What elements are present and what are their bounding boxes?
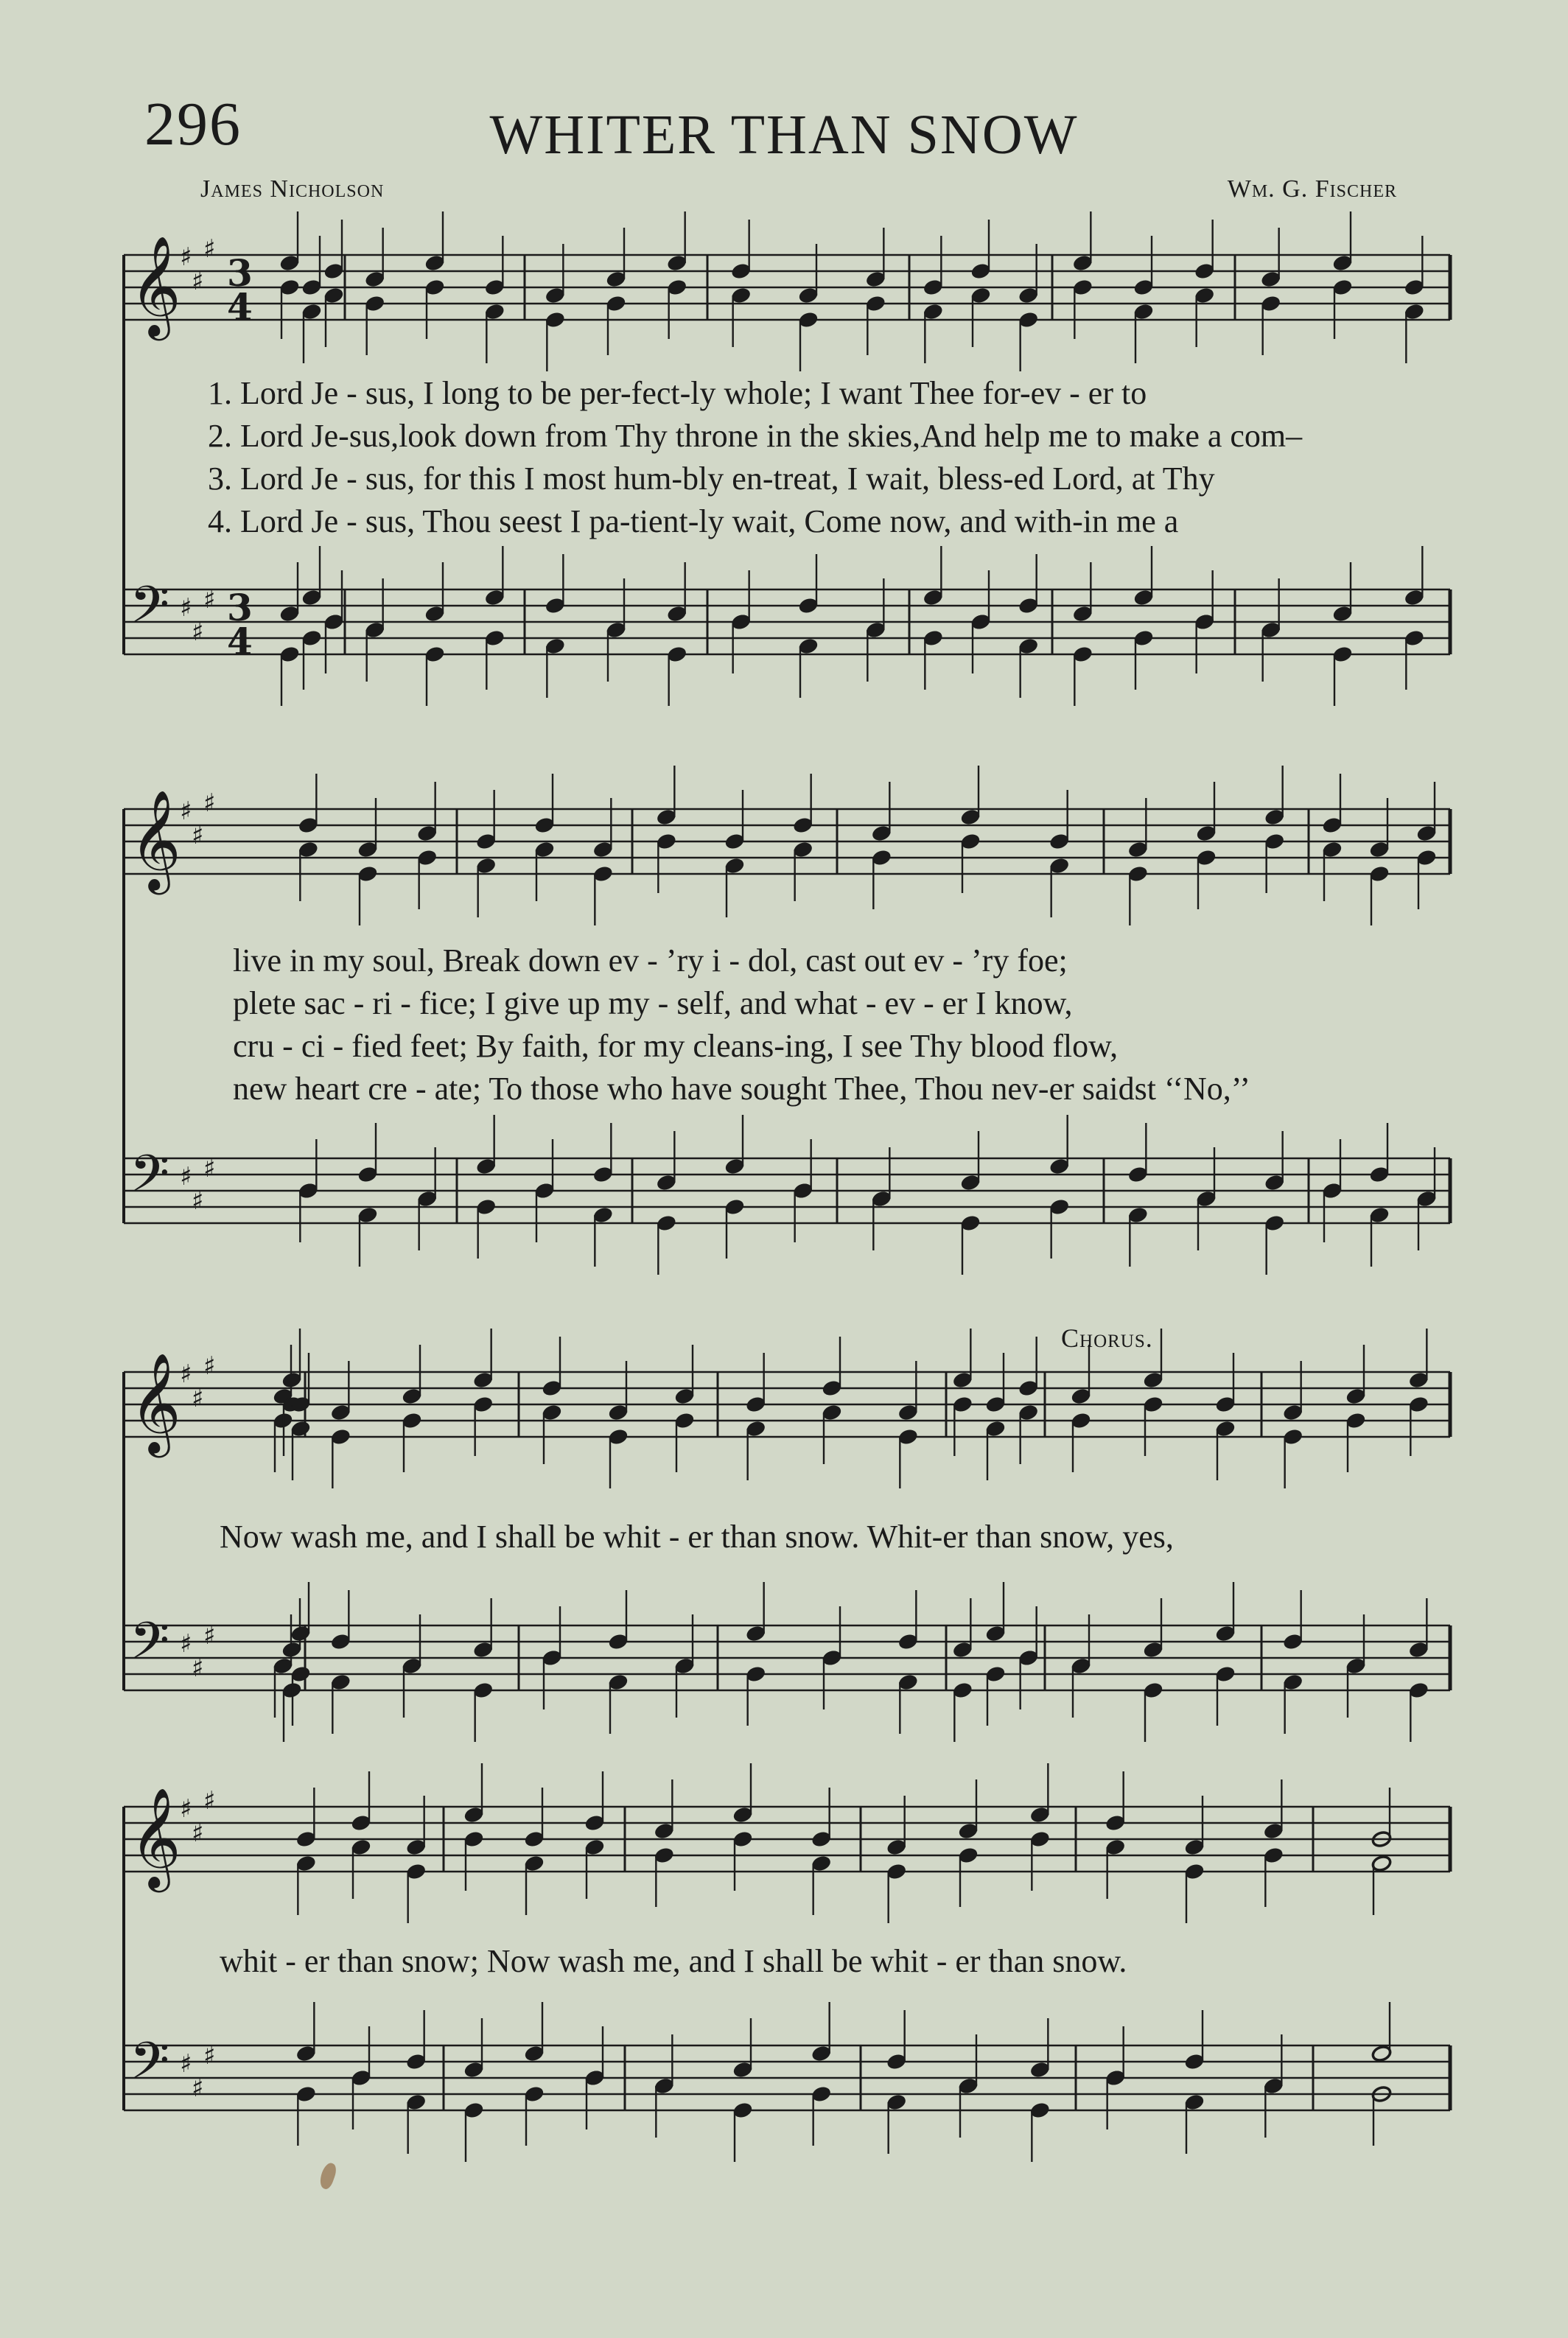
lyric-line-chorus: Now wash me, and I shall be whit - er than snow. Whit-er than snow, yes,	[220, 1519, 1174, 1555]
treble-clef: 𝄞	[130, 234, 181, 336]
lyric-line-verse-4: 4. Lord Je - sus, Thou seest I pa-tient-ly wait, Come now, and with-in me a	[208, 503, 1179, 539]
composer-credit: Wm. G. Fischer	[1227, 175, 1397, 203]
sharp-sign: ♯	[192, 1186, 204, 1216]
lyric-line-verse-3: cru - ci - fied feet; By faith, for my cleans-ing, I see Thy blood flow,	[233, 1028, 1119, 1064]
treble-clef: 𝄞	[130, 1786, 181, 1888]
sharp-sign: ♯	[203, 788, 216, 818]
time-signature-bottom: 4	[227, 620, 253, 663]
bass-clef: 𝄢	[130, 1611, 170, 1683]
sharp-sign: ♯	[180, 1794, 192, 1824]
sharp-sign: ♯	[192, 1819, 204, 1848]
sharp-sign: ♯	[203, 1351, 216, 1381]
sharp-sign: ♯	[180, 797, 192, 826]
time-signature-bottom: 4	[227, 285, 253, 329]
lyric-line-verse-1: 1. Lord Je - sus, I long to be per-fect-ly whole; I want Thee for-ev - er to	[208, 375, 1147, 411]
bass-clef: 𝄢	[130, 2031, 170, 2103]
lyric-line-verse-3: 3. Lord Je - sus, for this I most hum-bly en-treat, I wait, bless-ed Lord, at Thy	[208, 461, 1215, 497]
sharp-sign: ♯	[203, 1621, 216, 1651]
treble-clef: 𝄞	[130, 1351, 181, 1453]
time-signature-top: 3	[227, 586, 253, 629]
sharp-sign: ♯	[180, 1629, 192, 1659]
chorus-label: Chorus.	[1061, 1323, 1153, 1353]
lyricist-credit: James Nicholson	[200, 175, 385, 203]
sharp-sign: ♯	[180, 1162, 192, 1191]
bass-clef: 𝄢	[130, 1144, 170, 1216]
sharp-sign: ♯	[180, 1359, 192, 1389]
sharp-sign: ♯	[192, 1384, 204, 1413]
sharp-sign: ♯	[192, 617, 204, 647]
sharp-sign: ♯	[203, 2041, 216, 2071]
sharp-sign: ♯	[192, 1653, 204, 1683]
sharp-sign: ♯	[203, 585, 216, 615]
bass-clef: 𝄢	[130, 575, 170, 647]
lyric-line-verse-4: new heart cre - ate; To those who have sought Thee, Thou nev-er saidst ‘‘No,’’	[233, 1071, 1250, 1107]
lyric-line-verse-2: 2. Lord Je-sus,look down from Thy throne in the skies,And help me to make a com–	[208, 418, 1303, 454]
sharp-sign: ♯	[180, 2049, 192, 2079]
sharp-sign: ♯	[180, 242, 192, 272]
hymn-title: WHITER THAN SNOW	[489, 104, 1079, 166]
time-signature-top: 3	[227, 251, 253, 295]
lyric-line-verse-2: plete sac - ri - fice; I give up my - self, and what - ev - er I know,	[233, 985, 1073, 1021]
sharp-sign: ♯	[192, 2073, 204, 2103]
sharp-sign: ♯	[203, 1154, 216, 1183]
sharp-sign: ♯	[192, 267, 204, 296]
lyric-line-verse-1: live in my soul, Break down ev - ’ry i - dol, cast out ev - ’ry foe;	[233, 942, 1068, 979]
sharp-sign: ♯	[180, 593, 192, 623]
sharp-sign: ♯	[192, 821, 204, 850]
sharp-sign: ♯	[203, 234, 216, 264]
sharp-sign: ♯	[203, 1786, 216, 1816]
treble-clef: 𝄞	[130, 788, 181, 890]
hymn-number: 296	[144, 90, 242, 158]
lyric-line-chorus: whit - er than snow; Now wash me, and I shall be whit - er than snow.	[220, 1943, 1127, 1979]
